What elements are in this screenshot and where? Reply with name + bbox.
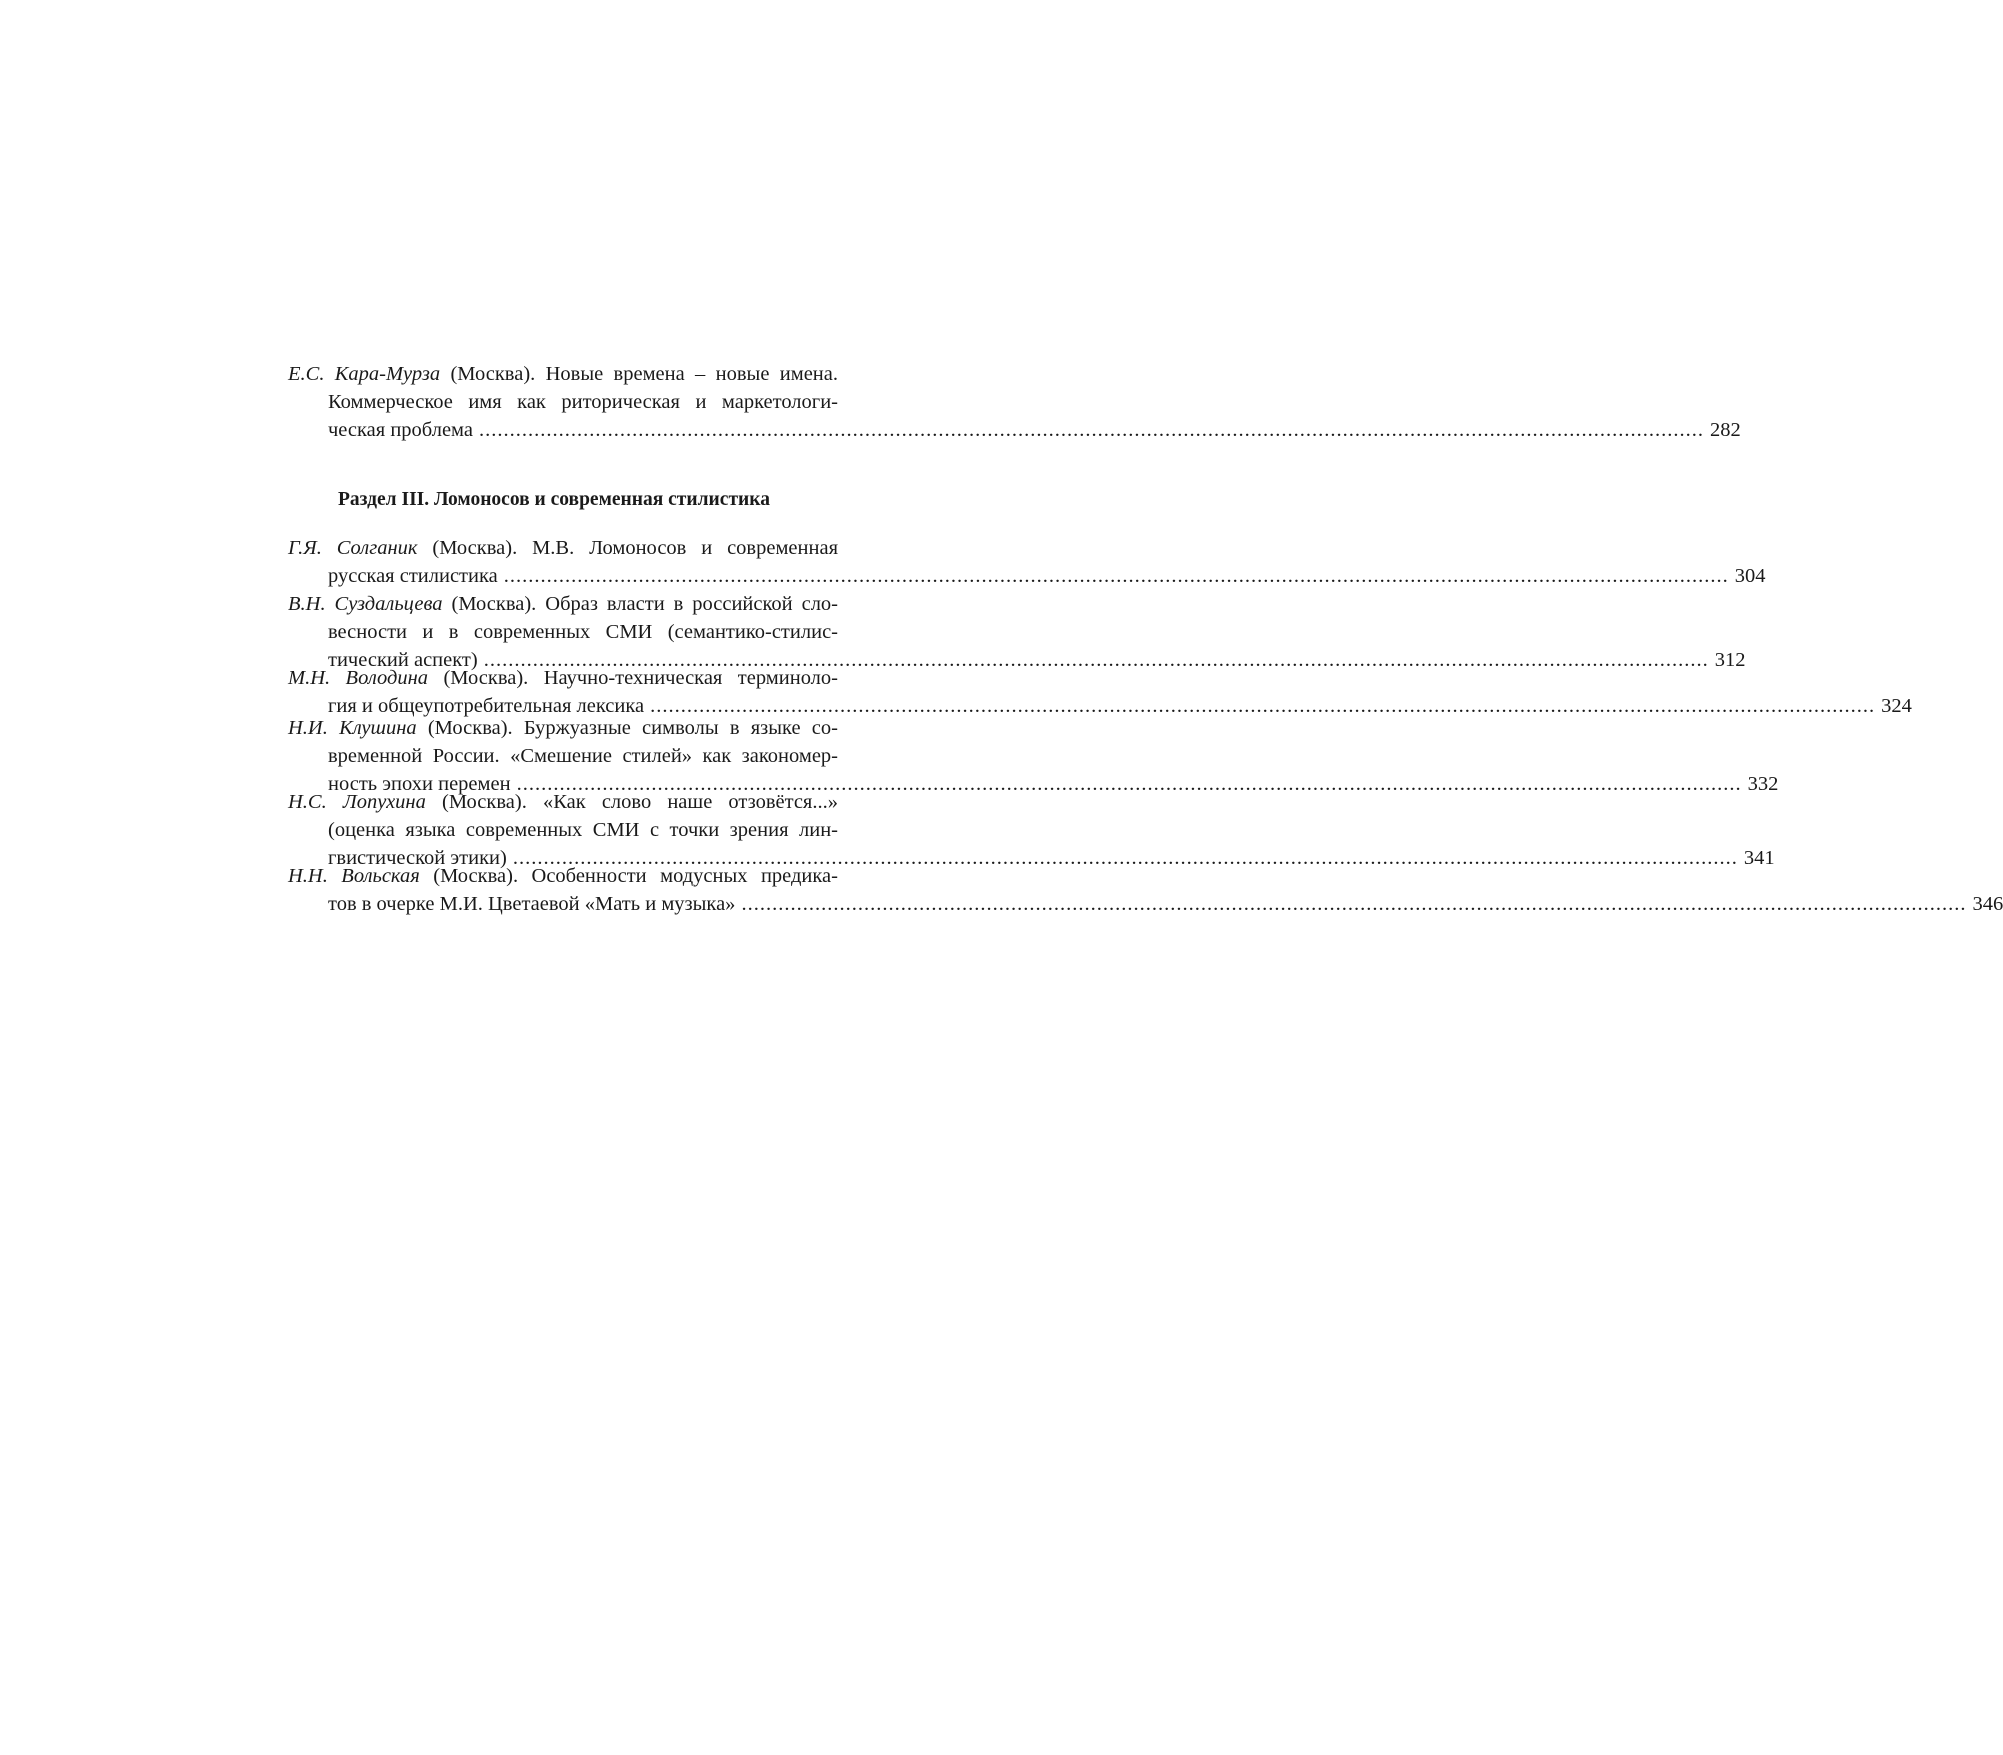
toc-entry-page-number: 341 (1743, 847, 1775, 869)
toc-entry-line: весности и в современных СМИ (семантико-стилис- (328, 621, 838, 643)
toc-entry-author: Г.Я. Солганик (288, 537, 418, 559)
toc-entry-title: (Москва). Научно-техническая терминоло- (428, 667, 838, 689)
toc-entry-line: Коммерческое имя как риторическая и маркетологи- (328, 391, 838, 413)
toc-entry-title-end: гвистической этики) (328, 847, 507, 869)
dot-leader: ........................................................................................................................................................................................................ (516, 773, 1742, 795)
toc-entry-title-end: гия и общеупотребительная лексика (328, 695, 645, 717)
toc-entry-title-end: тов в очерке М.И. Цветаевой «Мать и музыка» (328, 893, 736, 915)
toc-entry-title: (Москва). М.В. Ломоносов и современная (417, 537, 838, 559)
dot-leader: ........................................................................................................................................................................................................ (503, 565, 1729, 587)
toc-entry-page-number: 332 (1747, 773, 1779, 795)
dot-leader: ........................................................................................................................................................................................................ (478, 419, 1704, 441)
toc-entry-last-line (328, 562, 1766, 590)
toc-entry-page-number: 346 (1972, 893, 2003, 915)
toc-entry-page-number: 304 (1734, 565, 1766, 587)
toc-entry-page-number: 282 (1709, 419, 1741, 441)
toc-entry-last-line (328, 890, 2003, 918)
toc-entry-first-line (288, 862, 838, 890)
dot-leader: ........................................................................................................................................................................................................ (741, 893, 1967, 915)
toc-entry-first-line (288, 360, 838, 388)
toc-entry-title: (Москва). «Как слово наше отзовётся...» (425, 791, 838, 813)
toc-entry-author: Н.И. Клушина (288, 717, 417, 739)
toc-entry-title: (Москва). Новые времена – новые имена. (440, 363, 838, 385)
toc-entry-author: Н.С. Лопухина (288, 791, 426, 813)
toc-entry-line: (оценка языка современных СМИ с точки зрения лин- (328, 819, 838, 841)
toc-entry-title-end: ность эпохи перемен (328, 773, 511, 795)
section-heading: Раздел III. Ломоносов и современная стилистика (338, 489, 770, 510)
toc-entry-author: М.Н. Володина (288, 667, 429, 689)
toc-entry-line: временной России. «Смешение стилей» как закономер- (328, 745, 838, 767)
dot-leader: ........................................................................................................................................................................................................ (512, 847, 1738, 869)
toc-entry-title: (Москва). Образ власти в российской сло- (442, 593, 839, 615)
toc-entry-first-line (288, 788, 838, 816)
toc-entry-first-line (288, 534, 838, 562)
dot-leader: ........................................................................................................................................................................................................ (483, 649, 1709, 671)
toc-entry-title: (Москва). Буржуазные символы в языке со- (416, 717, 838, 739)
toc-entry-first-line (288, 714, 838, 742)
toc-entry-author: Е.С. Кара-Мурза (288, 363, 441, 385)
toc-entry-title-end: русская стилистика (328, 565, 498, 587)
toc-entry-author: В.Н. Суздальцева (288, 593, 443, 615)
toc-entry-last-line (328, 416, 1741, 444)
toc-entry-title-end: тический аспект) (328, 649, 478, 671)
toc-entry-title: (Москва). Особенности модусных предика- (419, 865, 838, 887)
toc-entry-page-number: 324 (1881, 695, 1912, 717)
toc-entry-first-line (288, 590, 838, 618)
dot-leader: ........................................................................................................................................................................................................ (650, 695, 1876, 717)
toc-entry-title-end: ческая проблема (328, 419, 473, 441)
toc-entry-first-line (288, 664, 838, 692)
toc-entry-author: Н.Н. Вольская (288, 865, 420, 887)
toc-entry-page-number: 312 (1714, 649, 1746, 671)
